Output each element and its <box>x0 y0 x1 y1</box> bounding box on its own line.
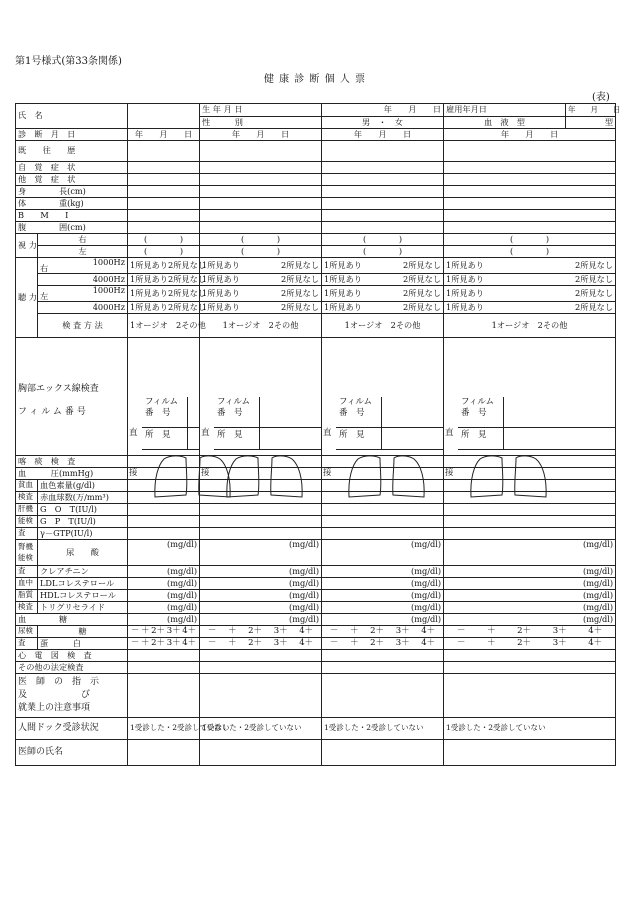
ecg-1[interactable] <box>128 650 200 662</box>
other-2[interactable] <box>200 662 322 674</box>
renal-label: 腎機 能検 <box>16 540 38 566</box>
xray-title: 胸部エックス線検査 <box>18 384 99 395</box>
tg-label: トリグリセライド <box>38 602 128 614</box>
bmi-3[interactable] <box>322 210 444 222</box>
hearing-method-label: 検 査 方 法 <box>38 314 128 338</box>
hearing-r4000-2[interactable]: 1所見あり 2所見なし <box>200 274 322 286</box>
urine-sugar-4[interactable]: － ＋ 2＋ 3＋ 4＋ <box>444 626 616 638</box>
doctor-2[interactable] <box>200 740 322 766</box>
sex-field[interactable]: 男 ・ 女 <box>322 117 444 129</box>
subjective-4[interactable] <box>444 162 616 174</box>
lipid-label-1: 血中 <box>16 578 38 590</box>
history-2[interactable] <box>200 141 322 162</box>
sputum-label: 喀 痰 検 査 <box>16 456 128 468</box>
vision-left-1[interactable]: ( ) <box>128 246 200 258</box>
urine-sugar-1[interactable]: － ＋ 2＋ 3＋ 4＋ <box>128 626 200 638</box>
side-indicator: (表) <box>592 92 610 103</box>
height-label: 身 長(cm) <box>16 186 128 198</box>
waist-2[interactable] <box>200 222 322 234</box>
glucose-4[interactable]: (mg/dl) <box>444 614 616 626</box>
bmi-4[interactable] <box>444 210 616 222</box>
urine-protein-3[interactable]: － ＋ 2＋ 3＋ 4＋ <box>322 638 444 650</box>
lipid-label-3: 検査 <box>16 602 38 614</box>
gpt-4[interactable] <box>444 516 616 528</box>
uric-4[interactable]: (mg/dl) <box>444 540 616 566</box>
liver-label-2: 能検 <box>16 516 38 528</box>
urine-sugar-2[interactable]: － ＋ 2＋ 3＋ 4＋ <box>200 626 322 638</box>
height-4[interactable] <box>444 186 616 198</box>
subjective-1[interactable] <box>128 162 200 174</box>
tg-2[interactable]: (mg/dl) <box>200 602 322 614</box>
form-title: 健 康 診 断 個 人 票 <box>263 74 367 85</box>
uric-1[interactable]: (mg/dl) <box>128 540 200 566</box>
objective-4[interactable] <box>444 174 616 186</box>
doctor-1[interactable] <box>128 740 200 766</box>
dock-label: 人間ドック受診状況 <box>16 718 128 740</box>
glucose-2[interactable]: (mg/dl) <box>200 614 322 626</box>
ldl-3[interactable]: (mg/dl) <box>322 578 444 590</box>
history-label: 既 往 歴 <box>16 141 128 162</box>
ecg-2[interactable] <box>200 650 322 662</box>
tg-4[interactable]: (mg/dl) <box>444 602 616 614</box>
exam-date-label: 診 断 月 日 <box>16 129 128 141</box>
subjective-2[interactable] <box>200 162 322 174</box>
urine-sugar-label: 糖 <box>38 626 128 638</box>
hearing-right-4000: 4000Hz <box>38 274 128 286</box>
ecg-3[interactable] <box>322 650 444 662</box>
other-4[interactable] <box>444 662 616 674</box>
got-1[interactable] <box>128 504 200 516</box>
ggt-label: γ－GTP(IU/l) <box>38 528 128 540</box>
birth-cell <box>200 104 322 117</box>
advice-3[interactable] <box>322 674 444 718</box>
uric-3[interactable]: (mg/dl) <box>322 540 444 566</box>
hearing-method-4[interactable]: 1オージオ 2その他 <box>444 314 616 338</box>
lungs-icon <box>224 455 304 501</box>
hearing-method-1[interactable]: 1オージオ 2その他 <box>128 314 200 338</box>
gpt-label: G P T(IU/l) <box>38 516 128 528</box>
uric-2[interactable]: (mg/dl) <box>200 540 322 566</box>
blood-type-field[interactable]: 型 <box>566 117 616 129</box>
blood-pressure-label: 血 圧(mmHg) <box>16 468 128 480</box>
sex-label: 性 別 <box>200 117 322 129</box>
waist-label: 腹 囲(cm) <box>16 222 128 234</box>
ggt-3[interactable] <box>322 528 444 540</box>
xray-label <box>16 338 128 456</box>
lipid-label-2: 脂質 <box>16 590 38 602</box>
hearing-l1000-2[interactable]: 1所見あり 2所見なし <box>200 286 322 302</box>
gpt-1[interactable] <box>128 516 200 528</box>
advice-4[interactable] <box>444 674 616 718</box>
urine-protein-1[interactable]: － ＋ 2＋ 3＋ 4＋ <box>128 638 200 650</box>
gpt-2[interactable] <box>200 516 322 528</box>
liver-label-3: 査 <box>16 528 38 540</box>
dock-1[interactable]: 1受診した・2受診していない <box>128 718 200 740</box>
hemoglobin-label: 血色素量(g/dl) <box>38 480 128 492</box>
name-field[interactable] <box>128 104 200 129</box>
vision-right-4[interactable]: ( ) <box>444 234 616 246</box>
ldl-4[interactable]: (mg/dl) <box>444 578 616 590</box>
xray-cell-2[interactable]: 直 接 フィルム 番 号 所 見 <box>200 338 322 456</box>
ggt-4[interactable] <box>444 528 616 540</box>
weight-2[interactable] <box>200 198 322 210</box>
subjective-label: 自 覚 症 状 <box>16 162 128 174</box>
birth-date-field[interactable]: 年 月 日 <box>322 104 444 117</box>
exam-date-1[interactable]: 年 月 日 <box>128 129 200 141</box>
vision-right-2[interactable]: ( ) <box>200 234 322 246</box>
ggt-1[interactable] <box>128 528 200 540</box>
hearing-l1000-3[interactable]: 1所見あり 2所見なし <box>322 286 444 302</box>
vision-left-3[interactable]: ( ) <box>322 246 444 258</box>
hearing-r1000-4[interactable]: 1所見あり 2所見なし <box>444 258 616 274</box>
creatinine-1[interactable]: (mg/dl) <box>128 566 200 578</box>
other-1[interactable] <box>128 662 200 674</box>
anemia-label: 貧血 <box>16 480 38 492</box>
subjective-3[interactable] <box>322 162 444 174</box>
ecg-4[interactable] <box>444 650 616 662</box>
doctor-3[interactable] <box>322 740 444 766</box>
hearing-r1000-3[interactable]: 1所見あり 2所見なし <box>322 258 444 274</box>
bmi-1[interactable] <box>128 210 200 222</box>
height-1[interactable] <box>128 186 200 198</box>
hearing-r4000-1[interactable]: 1所見あり 2所見なし <box>128 274 200 286</box>
objective-1[interactable] <box>128 174 200 186</box>
hdl-2[interactable]: (mg/dl) <box>200 590 322 602</box>
weight-3[interactable] <box>322 198 444 210</box>
exam-date-3[interactable]: 年 月 日 <box>322 129 444 141</box>
hdl-4[interactable]: (mg/dl) <box>444 590 616 602</box>
glucose-3[interactable]: (mg/dl) <box>322 614 444 626</box>
advice-2[interactable] <box>200 674 322 718</box>
vision-left-label: 左 <box>38 246 128 258</box>
waist-4[interactable] <box>444 222 616 234</box>
creatinine-4[interactable]: (mg/dl) <box>444 566 616 578</box>
liver-label-1: 肝機 <box>16 504 38 516</box>
advice-label: 医 師 の 指 示 及 び 就業上の注意事項 <box>16 674 128 718</box>
anemia-label-2: 検査 <box>16 492 38 504</box>
renal-label-3: 査 <box>16 566 38 578</box>
hearing-r4000-4[interactable]: 1所見あり 2所見なし <box>444 274 616 286</box>
lungs-icon <box>468 455 548 501</box>
hearing-right-1000: 右 1000Hz <box>38 258 128 274</box>
creatinine-label: クレアチニン <box>38 566 128 578</box>
gpt-3[interactable] <box>322 516 444 528</box>
doctor-4[interactable] <box>444 740 616 766</box>
hearing-method-3[interactable]: 1オージオ 2その他 <box>322 314 444 338</box>
vision-right-3[interactable]: ( ) <box>322 234 444 246</box>
got-label: G O T(IU/l) <box>38 504 128 516</box>
glucose-label: 血 糖 <box>16 614 128 626</box>
lungs-icon <box>152 455 232 501</box>
ldl-1[interactable]: (mg/dl) <box>128 578 200 590</box>
urine-label-2: 査 <box>16 638 38 650</box>
dock-2[interactable]: 1受診した・2受診していない <box>200 718 322 740</box>
other-3[interactable] <box>322 662 444 674</box>
hearing-l4000-1[interactable]: 1所見あり 2所見なし <box>128 302 200 314</box>
creatinine-2[interactable]: (mg/dl) <box>200 566 322 578</box>
other-exam-label: その他の法定検査 <box>16 662 128 674</box>
hearing-method-2[interactable]: 1オージオ 2その他 <box>200 314 322 338</box>
advice-1[interactable] <box>128 674 200 718</box>
ecg-label: 心 電 図 検 査 <box>16 650 128 662</box>
vision-label: 視 力 <box>16 234 38 258</box>
ldl-label: LDLコレステロール <box>38 578 128 590</box>
ggt-2[interactable] <box>200 528 322 540</box>
waist-1[interactable] <box>128 222 200 234</box>
creatinine-3[interactable]: (mg/dl) <box>322 566 444 578</box>
lungs-icon <box>346 455 426 501</box>
hdl-1[interactable]: (mg/dl) <box>128 590 200 602</box>
hearing-label: 聴 力 <box>16 258 38 338</box>
tg-1[interactable]: (mg/dl) <box>128 602 200 614</box>
hdl-3[interactable]: (mg/dl) <box>322 590 444 602</box>
ldl-2[interactable]: (mg/dl) <box>200 578 322 590</box>
got-4[interactable] <box>444 504 616 516</box>
xray-cell-1[interactable]: 直 接 フィルム 番 号 所 見 <box>128 338 200 456</box>
hearing-l1000-1[interactable]: 1所見あり 2所見なし <box>128 286 200 302</box>
height-3[interactable] <box>322 186 444 198</box>
blood-type-label: 血 液 型 <box>444 117 566 129</box>
form-number: 第1号様式(第33条関係) <box>15 56 122 67</box>
waist-3[interactable] <box>322 222 444 234</box>
glucose-1[interactable]: (mg/dl) <box>128 614 200 626</box>
vision-right-label: 右 <box>38 234 128 246</box>
urine-label-1: 尿検 <box>16 626 38 638</box>
height-2[interactable] <box>200 186 322 198</box>
name-label: 氏 名 <box>16 104 128 129</box>
bmi-2[interactable] <box>200 210 322 222</box>
hdl-label: HDLコレステロール <box>38 590 128 602</box>
got-3[interactable] <box>322 504 444 516</box>
exam-date-2[interactable]: 年 月 日 <box>200 129 322 141</box>
weight-1[interactable] <box>128 198 200 210</box>
hearing-r1000-1[interactable]: 1所見あり 2所見なし <box>128 258 200 274</box>
hearing-left-1000: 左 1000Hz <box>38 286 128 302</box>
history-3[interactable] <box>322 141 444 162</box>
hire-date-field[interactable]: 年 月 日 <box>566 104 616 117</box>
urine-protein-4[interactable]: － ＋ 2＋ 3＋ 4＋ <box>444 638 616 650</box>
vision-left-4[interactable]: ( ) <box>444 246 616 258</box>
tg-3[interactable]: (mg/dl) <box>322 602 444 614</box>
hearing-r4000-3[interactable]: 1所見あり 2所見なし <box>322 274 444 286</box>
history-4[interactable] <box>444 141 616 162</box>
xray-cell-4[interactable]: 直 接 フィルム 番 号 所 見 <box>444 338 616 456</box>
hearing-l1000-4[interactable]: 1所見あり 2所見なし <box>444 286 616 302</box>
urine-sugar-3[interactable]: － ＋ 2＋ 3＋ 4＋ <box>322 626 444 638</box>
hearing-l4000-2[interactable]: 1所見あり 2所見なし <box>200 302 322 314</box>
objective-label: 他 覚 症 状 <box>16 174 128 186</box>
exam-date-4[interactable]: 年 月 日 <box>444 129 616 141</box>
hearing-l4000-4[interactable]: 1所見あり 2所見なし <box>444 302 616 314</box>
uric-label: 尿 酸 <box>38 540 128 566</box>
objective-2[interactable] <box>200 174 322 186</box>
urine-protein-label: 蛋 白 <box>38 638 128 650</box>
health-checkup-form <box>15 103 621 766</box>
weight-4[interactable] <box>444 198 616 210</box>
got-2[interactable] <box>200 504 322 516</box>
hearing-left-4000: 4000Hz <box>38 302 128 314</box>
weight-label: 体 重(kg) <box>16 198 128 210</box>
hire-label: 雇用年月日 <box>444 104 566 117</box>
vision-left-2[interactable]: ( ) <box>200 246 322 258</box>
vision-right-1[interactable]: ( ) <box>128 234 200 246</box>
dock-4[interactable]: 1受診した・2受診していない <box>444 718 616 740</box>
urine-protein-2[interactable]: － ＋ 2＋ 3＋ 4＋ <box>200 638 322 650</box>
dock-3[interactable]: 1受診した・2受診していない <box>322 718 444 740</box>
bmi-label: B M I <box>16 210 128 222</box>
film-number-title: フィルム番号 <box>18 406 89 417</box>
doctor-name-label: 医師の氏名 <box>16 740 128 766</box>
xray-cell-3[interactable]: 直 接 フィルム 番 号 所 見 <box>322 338 444 456</box>
objective-3[interactable] <box>322 174 444 186</box>
rbc-label: 赤血球数(万/mm³) <box>38 492 128 504</box>
hearing-r1000-2[interactable]: 1所見あり 2所見なし <box>200 258 322 274</box>
hearing-l4000-3[interactable]: 1所見あり 2所見なし <box>322 302 444 314</box>
birth-label: 生 年 月 日 <box>202 104 243 115</box>
history-1[interactable] <box>128 141 200 162</box>
